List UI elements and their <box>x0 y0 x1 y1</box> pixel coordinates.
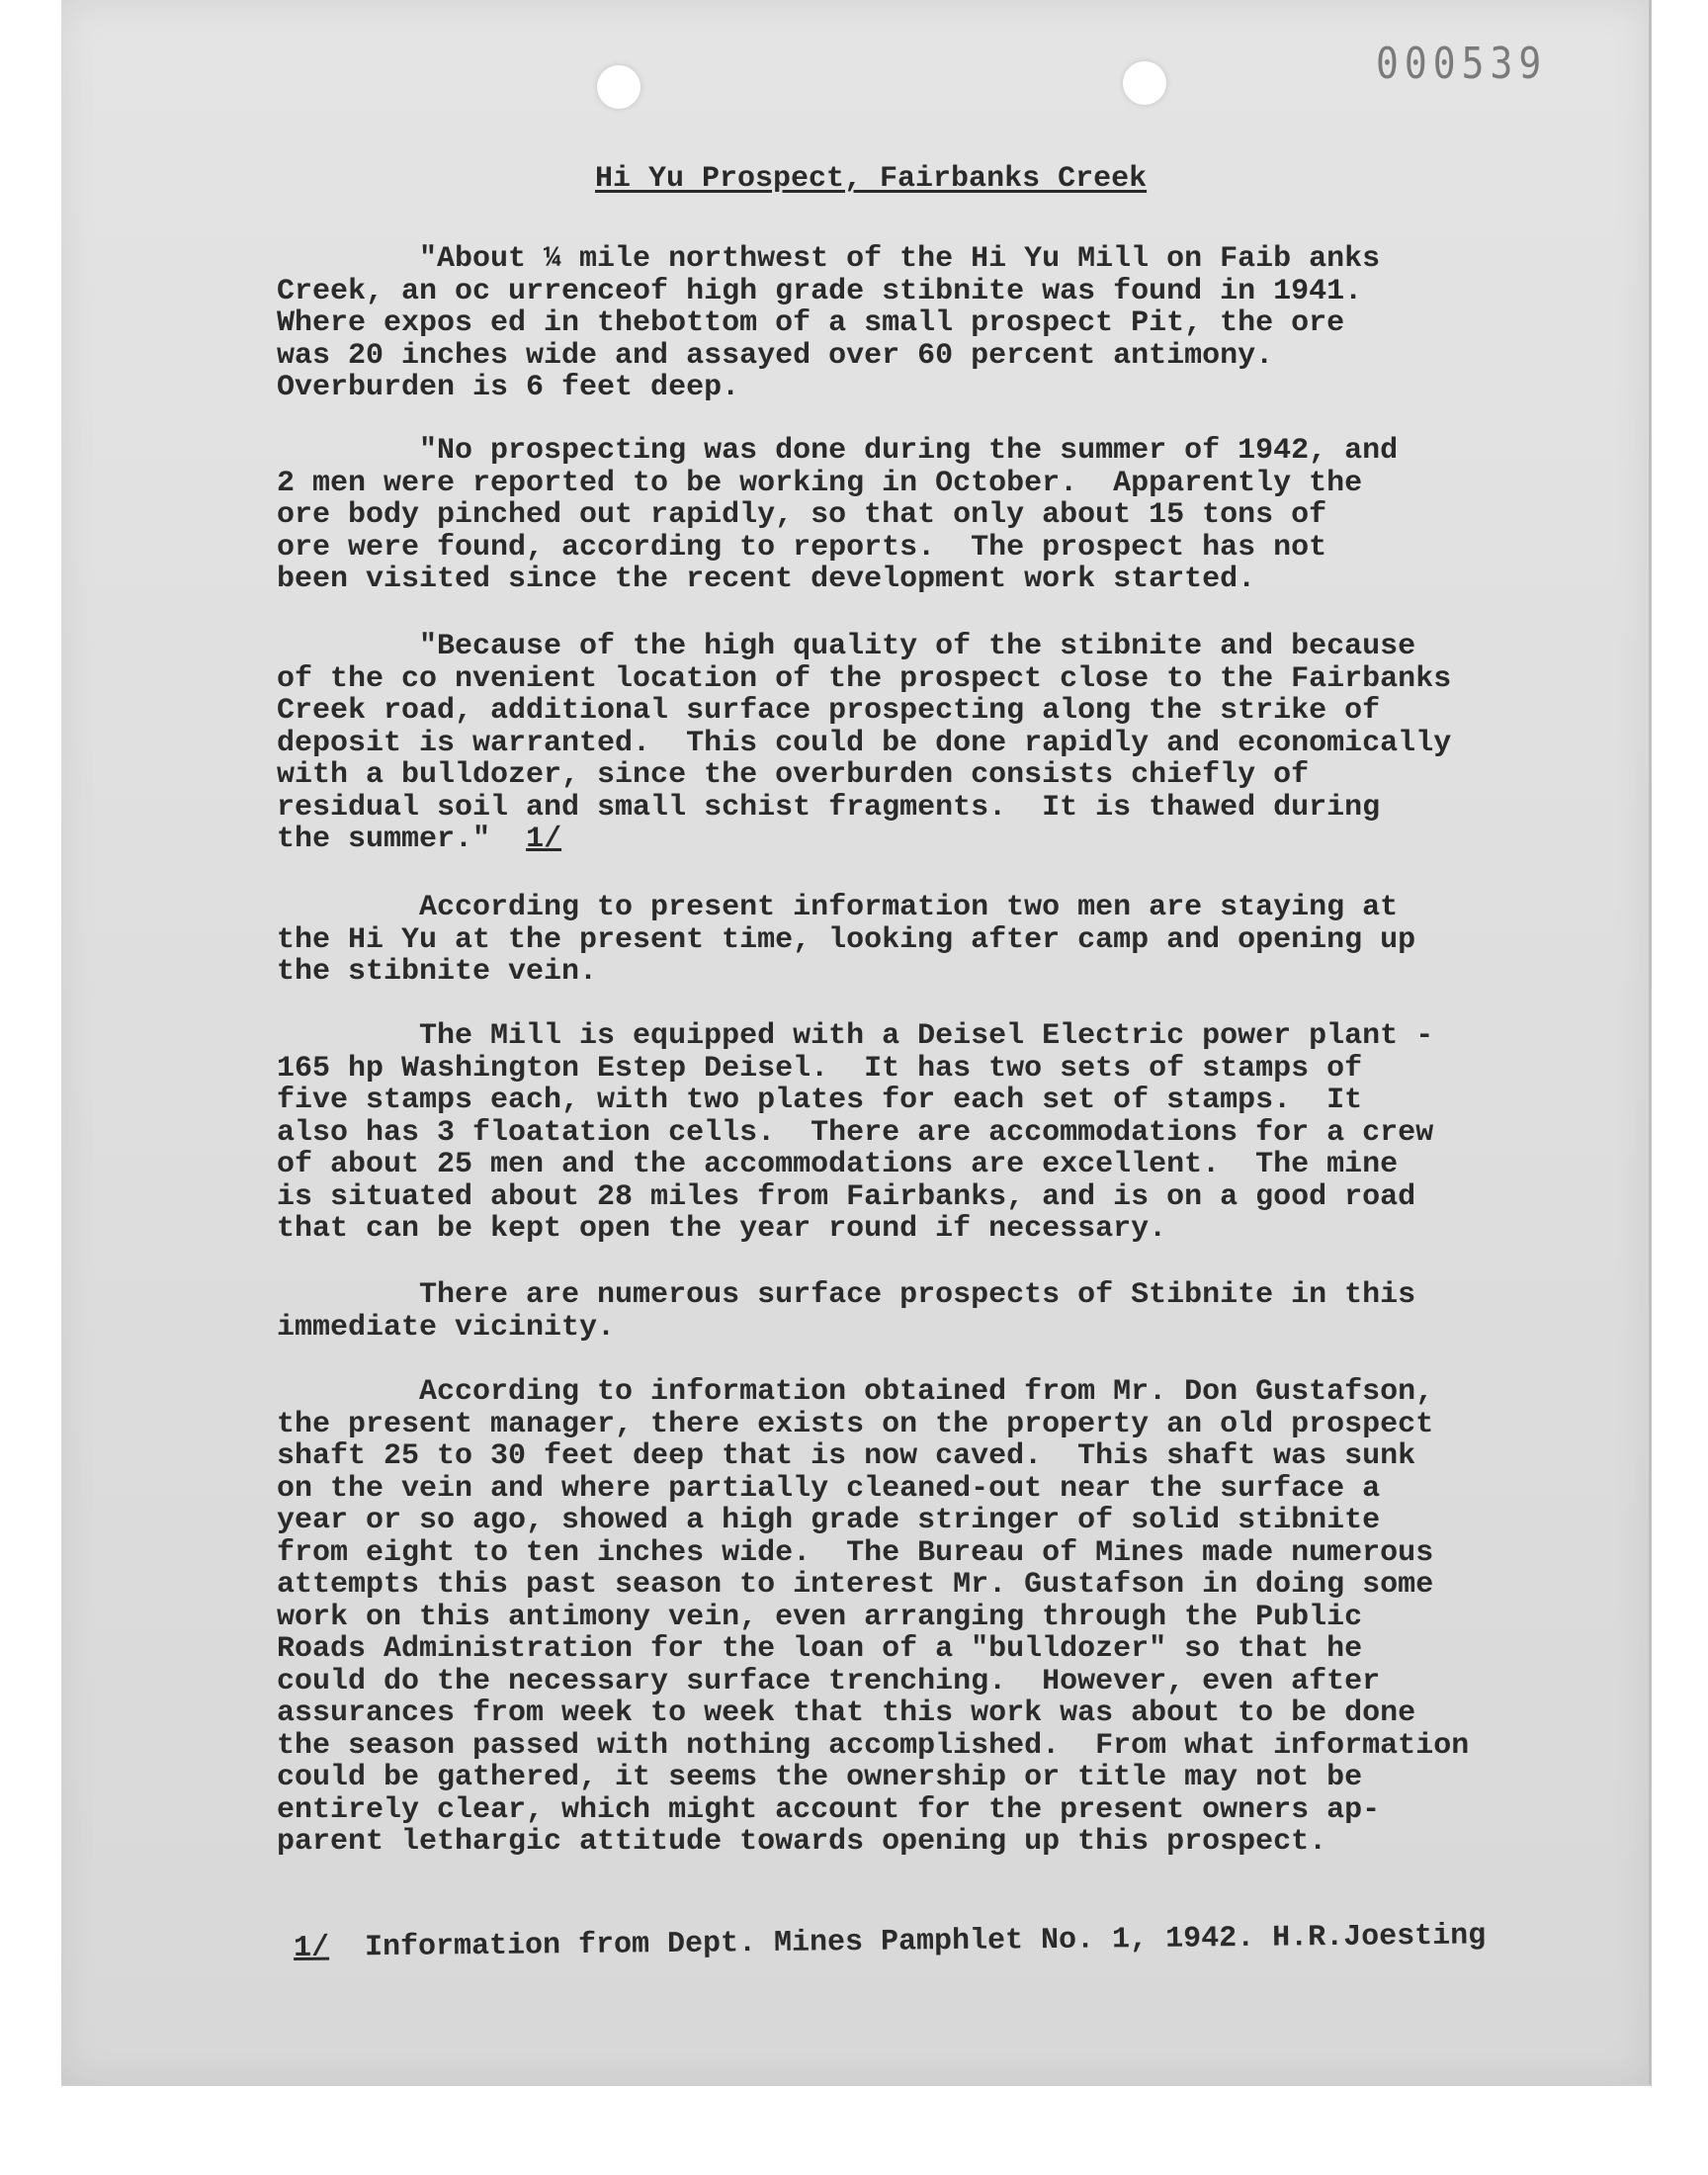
footnote-reference: 1/ <box>526 823 562 856</box>
paragraph-5: The Mill is equipped with a Deisel Electric power plant - 165 hp Washington Estep Deisel. It has two sets of stamps of five stamps each, with two plates for each set of stamps. It also has 3 floatation cells. There are accommodations for a crew of about 25 men and the accommodations are excellent. The mine is situated about 28 miles from Fairbanks, and is on a good road that can be kept open the year round if necessary. <box>277 1019 1434 1246</box>
paragraph-6: There are numerous surface prospects of Stibnite in this immediate vicinity. <box>277 1278 1416 1345</box>
footnote <box>294 1919 1487 1965</box>
paragraph-7: According to information obtained from Mr. Don Gustafson, the present manager, there exists on the property an old prospect shaft 25 to 30 feet deep that is now caved. This shaft was sunk on the vein and where partially cleaned-out near the surface a year or so ago, showed a high grade stringer of solid stibnite from eight to ten inches wide. The Bureau of Mines made numerous attempts this past season to interest Mr. Gustafson in doing some work on this antimony vein, even arranging through the Public Roads Administration for the loan of a "bulldozer" so that he could do the necessary surface trenching. However, even after assurances from week to week that this work was about to be done the season passed with nothing accomplished. From what information could be gathered, it seems the ownership or title may not be entirely clear, which might account for the present owners ap- parent lethargic attitude towards opening up this prospect. <box>277 1375 1470 1859</box>
paragraph-2: "No prospecting was done during the summer of 1942, and 2 men were reported to be working in October. Apparently the ore body pinched out rapidly, so that only about 15 tons of ore were found, according to reports. The prospect has not been visited since the recent development work started. <box>277 434 1399 596</box>
paragraph-1: "About ¼ mile northwest of the Hi Yu Mill on Faib anks Creek, an oc urrenceof high grade stibnite was found in 1941. Where expos ed in thebottom of a small prospect Pit, the ore was 20 inches wide and assayed over 60 percent antimony. Overburden is 6 feet deep. <box>277 242 1381 404</box>
document-page <box>61 0 1652 2086</box>
punch-hole-left <box>597 65 640 109</box>
paragraph-3 <box>277 631 1451 856</box>
punch-hole-right <box>1123 61 1166 105</box>
paragraph-3-text: "Because of the high quality of the stibnite and because of the co nvenient location of the prospect close to the Fairbanks Creek road, additional surface prospecting along the strike of deposit is warranted. This could be done rapidly and economically with a bulldozer, since the overburden consists chiefly of residual soil and small schist fragments. It is thawed during the summer." <box>277 630 1452 856</box>
paragraph-4: According to present information two men are staying at the Hi Yu at the present time, looking after camp and opening up the stibnite vein. <box>277 891 1416 989</box>
footnote-text: Information from Dept. Mines Pamphlet No. 1, 1942. H.R.Joesting <box>364 1919 1487 1965</box>
page-title: Hi Yu Prospect, Fairbanks Creek <box>595 162 1148 196</box>
footnote-marker: 1/ <box>293 1931 330 1965</box>
page-number-stamp: 000539 <box>1376 38 1548 89</box>
